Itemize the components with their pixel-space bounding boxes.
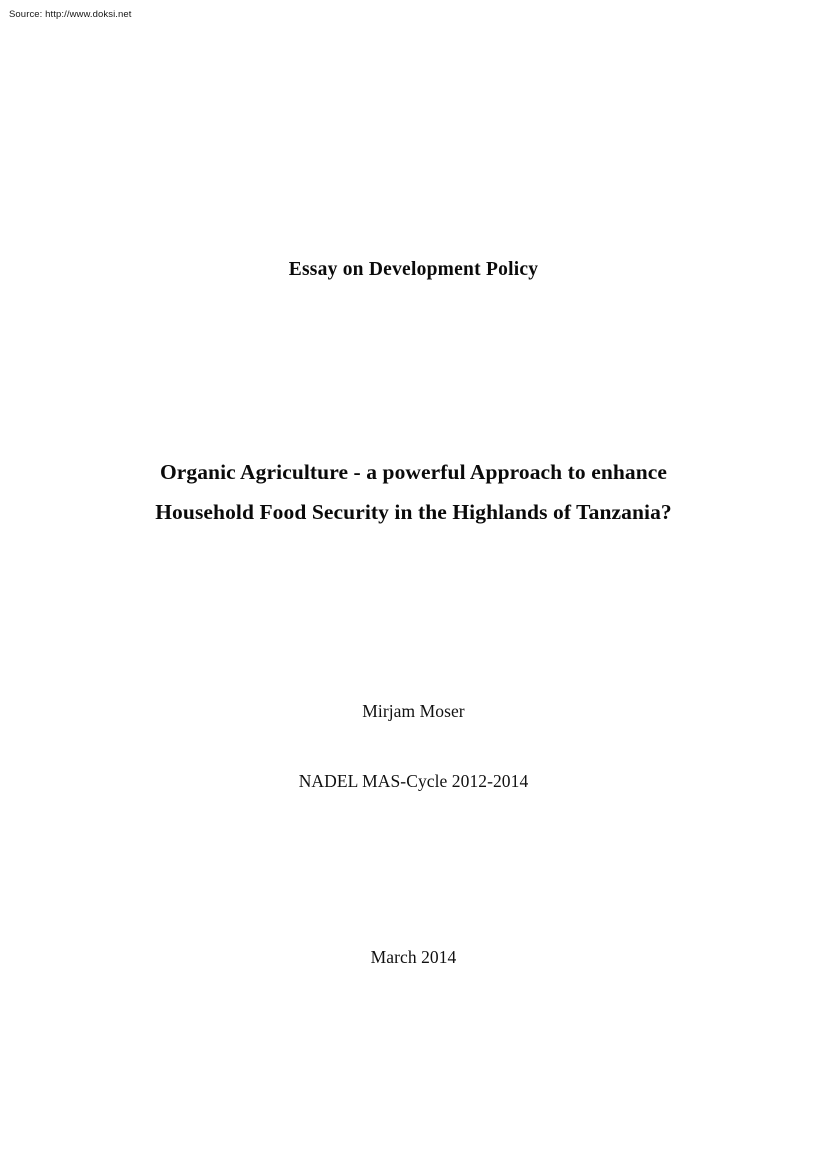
source-banner: [0, 0, 827, 32]
source-url-text: Source: http://www.doksi.net: [9, 9, 132, 20]
document-heading: Essay on Development Policy: [288, 259, 539, 280]
document-program: NADEL MAS-Cycle 2012-2014: [298, 771, 529, 791]
document-date: March 2014: [370, 947, 457, 967]
document-author: Mirjam Moser: [362, 701, 465, 721]
document-title-line-1: Organic Agriculture - a powerful Approach to enhance: [159, 460, 668, 484]
document-title-line-2: Household Food Security in the Highlands of Tanzania?: [155, 500, 672, 524]
